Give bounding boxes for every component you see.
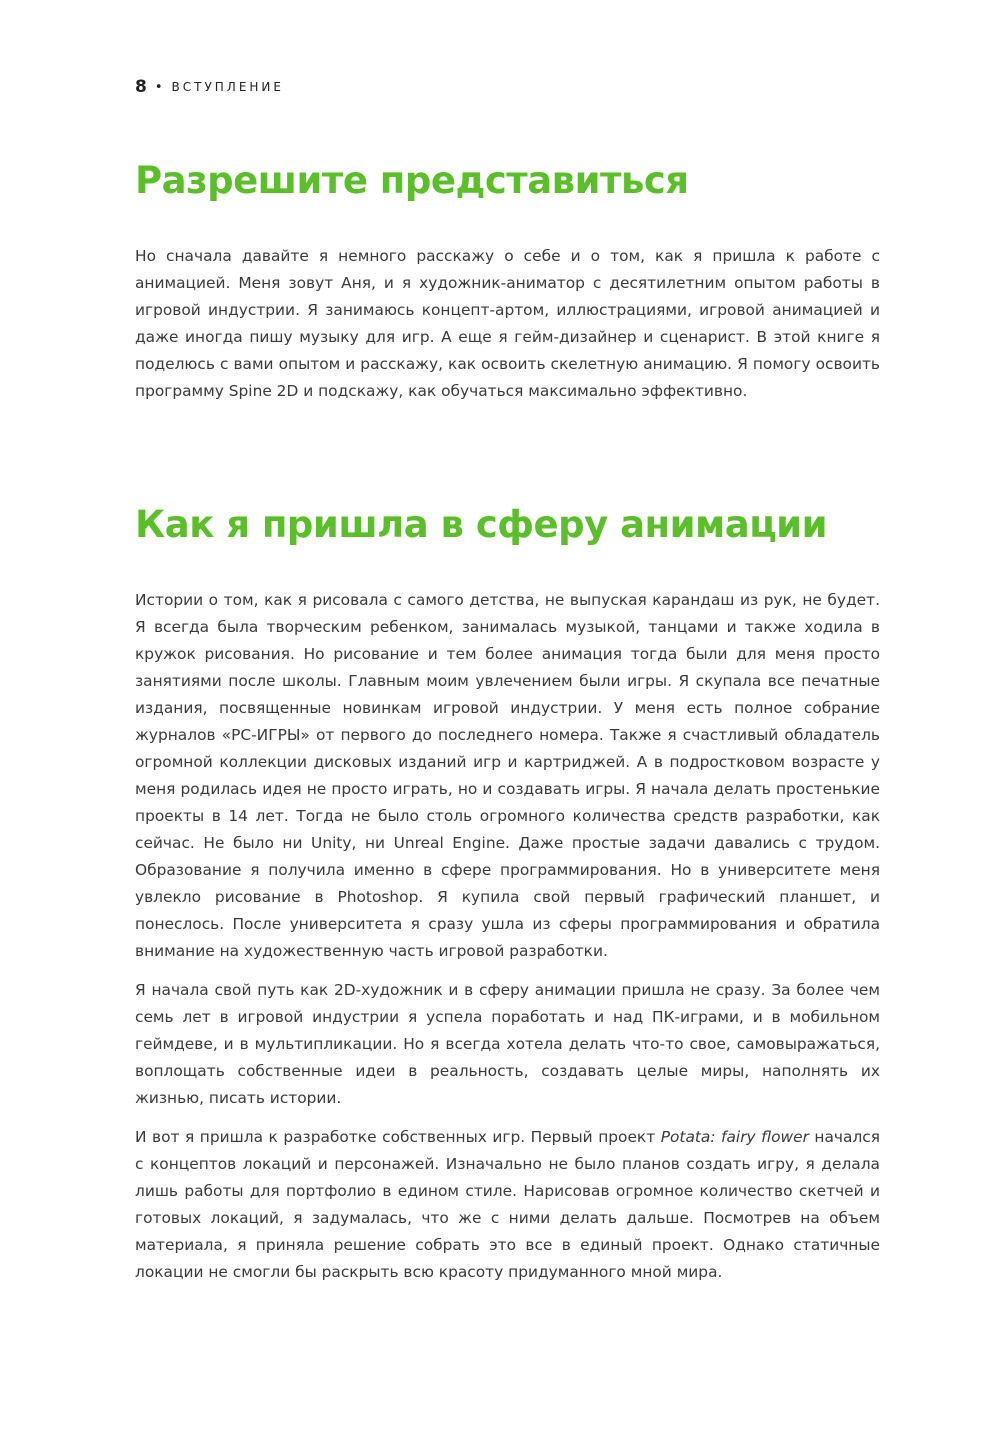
paragraph: Я начала свой путь как 2D-художник и в сферу анимации пришла не сразу. За более чем семь лет в игровой индустрии я успела поработать и над ПК-играми, и в мобильном геймдеве, и в мультипликации. Но я всегда хотела делать что-то свое, самовыражаться, воплощать собственные идеи в реальность, создавать целые миры, наполнять их жизнью, писать истории.: [135, 981, 880, 1107]
bullet-separator: •: [154, 79, 163, 95]
paragraph: Но сначала давайте я немного расскажу о себе и о том, как я пришла к работе с анимацией. Меня зовут Аня, и я художник-аниматор с десятилетним опытом работы в игровой индустрии. Я занимаюсь концепт-артом, иллюстрациями, игровой анимацией и даже иногда пишу музыку для игр. А еще я гейм-дизайнер и сценарист. В этой книге я поделюсь с вами опытом и расскажу, как освоить скелетную анимацию. Я помогу освоить программу Spine 2D и подскажу, как обучаться максимально эффективно.: [135, 247, 880, 400]
paragraph: Истории о том, как я рисовала с самого детства, не выпуская карандаш из рук, не будет. Я всегда была творческим ребенком, занималась музыкой, танцами и также ходила в кружок рисования. Но рисование и тем более анимация тогда были для меня просто занятиями после школы. Главным моим увлечением были игры. Я скупала все печатные издания, посвященные новинкам игровой индустрии. У меня есть полное собрание журналов «PC-ИГРЫ» от первого до последнего номера. Также я счастливый обладатель огромной коллекции дисковых изданий игр и картриджей. А в подростковом возрасте у меня родилась идея не просто играть, но и создавать игры. Я начала делать простенькие проекты в 14 лет. Тогда не было столь огромного количества средств разработки, как сейчас. Не было ни Unity, ни Unreal Engine. Даже простые задачи давались с трудом. Образование я получила именно в сфере программирования. Но в университете меня увлекло рисование в Photoshop. Я купила свой первый графический планшет, и понеслось. После университета я сразу ушла из сферы программирования и обратила внимание на художественную часть игровой разработки.: [135, 591, 880, 960]
running-head: [135, 77, 284, 97]
chapter-title: ВСТУПЛЕНИЕ: [171, 80, 284, 94]
section-body-introduce: [135, 243, 880, 405]
page-number: 8: [135, 77, 147, 97]
section-heading-how-i-came: Как я пришла в сферу анимации: [135, 503, 828, 546]
paragraph-text-start: И вот я пришла к разработке собственных игр. Первый проект: [135, 1128, 661, 1146]
section-body-how-i-came: [135, 587, 880, 1286]
game-title-italic: Potata: fairy flower: [660, 1128, 809, 1146]
paragraph-text-end: начался с концептов локаций и персонажей. Изначально не было планов создать игру, я делала лишь работы для портфолио в едином стиле. Нарисовав огромное количество скетчей и готовых локаций, я задумалась, что же с ними делать дальше. Посмотрев на объем материала, я приняла решение собрать это все в единый проект. Однако статичные локации не смогли бы раскрыть всю красоту придуманного мной мира.: [135, 1128, 881, 1281]
section-heading-introduce: Разрешите представиться: [135, 159, 689, 202]
paragraph: [135, 1124, 880, 1286]
